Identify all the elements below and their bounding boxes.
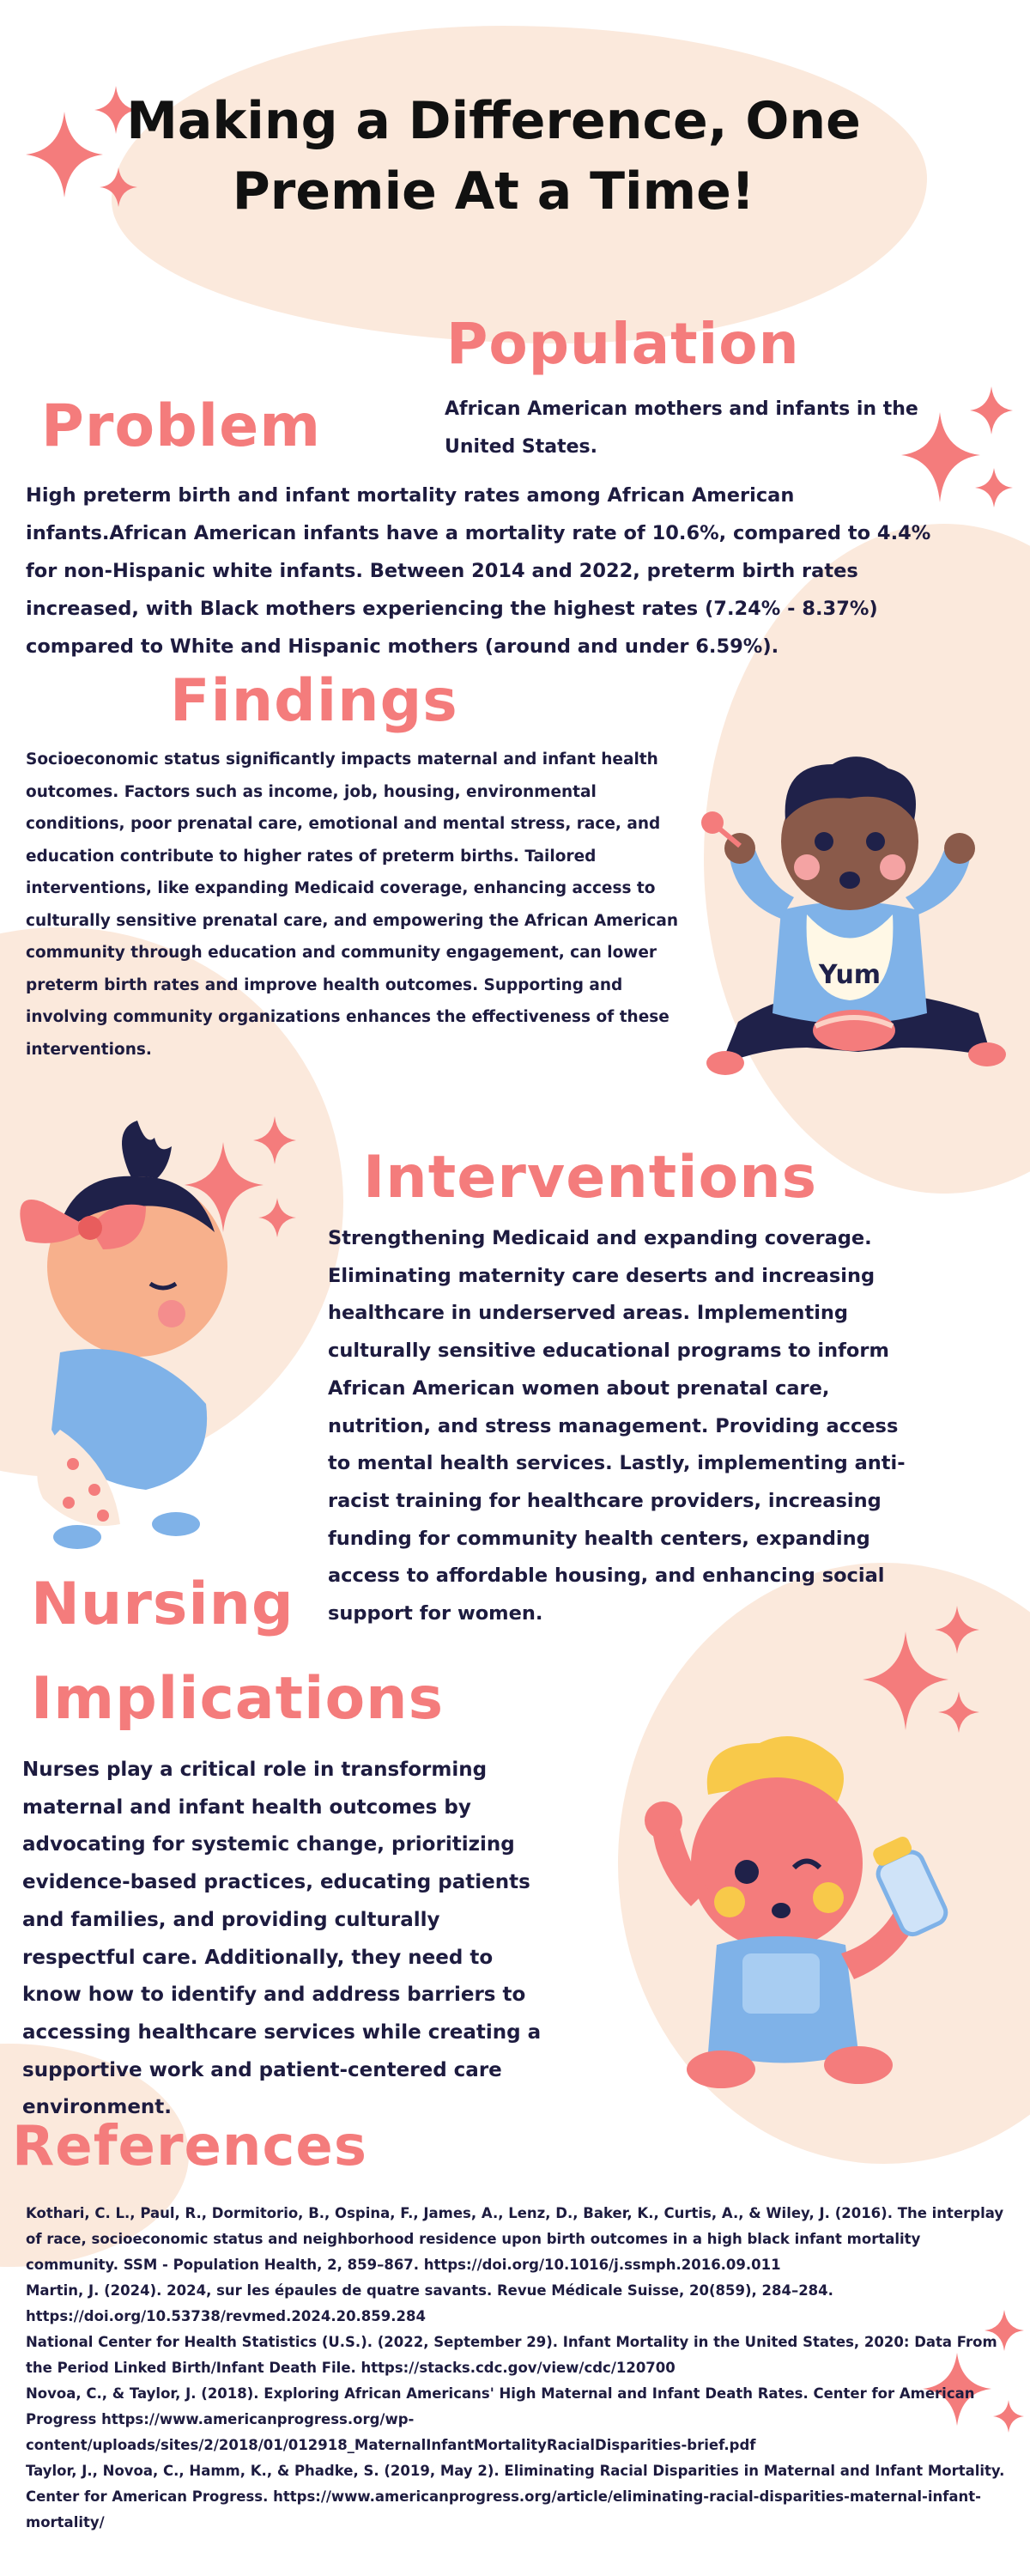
baby-foot bbox=[152, 1512, 200, 1536]
overall-bib bbox=[742, 1953, 820, 2014]
page-title: Making a Difference, One Premie At a Time! bbox=[126, 91, 861, 222]
hair-bow-knot bbox=[78, 1216, 102, 1240]
baby-mouth bbox=[839, 872, 860, 889]
baby-left-foot bbox=[687, 2050, 755, 2088]
interventions-text: Strengthening Medicaid and expanding coverage. Eliminating maternity care deserts and increasing healthcare in underserved areas. Implementing culturally sensitive educational programs to inform African American women about prenatal care, nutrition, and stress management. Providing access to mental health services. Lastly, implementing anti-racist training for healthcare providers, increasing funding for community health centers, expanding access to affordable housing, and enhancing social support for women. bbox=[328, 1227, 906, 1625]
baby-right-foot bbox=[968, 1042, 1006, 1066]
nursing-text: Nurses play a critical role in transforming maternal and infant health outcomes by advocating for systemic change, prioritizing evidence-based practices, educating patients and families, and providing culturally respectful care. Additionally, they need to know how to identify and address barriers to accessing healthcare services while creating a supportive work and patient-centered care environment. bbox=[22, 1759, 542, 2119]
reference-item: Novoa, C., & Taylor, J. (2018). Exploring African Americans' High Maternal and Infant Death Rates. Center for American Progress https://www.americanprogress.org/wp-content/uploads/sites/2/2018/01/012918_MaternalInfantMortalityRacialDisparities-brief.pdf bbox=[26, 2385, 975, 2453]
baby-left-foot bbox=[706, 1051, 744, 1075]
baby-head bbox=[691, 1777, 863, 1949]
interventions-heading: Interventions bbox=[363, 1144, 818, 1212]
baby-left-cheek bbox=[714, 1886, 745, 1917]
nursing-heading-line1: Nursing bbox=[31, 1571, 294, 1638]
baby-right-eye bbox=[866, 832, 885, 851]
baby-right-cheek bbox=[880, 854, 906, 880]
baby-left-cheek bbox=[794, 854, 820, 880]
baby-left-eye bbox=[815, 832, 833, 851]
population-heading: Population bbox=[446, 311, 800, 377]
findings-heading: Findings bbox=[170, 667, 458, 735]
reference-item: Martin, J. (2024). 2024, sur les épaules de quatre savants. Revue Médicale Suisse, 20(859), 284–284. https://doi.org/10.53738/revmed.2024.20.859.284 bbox=[26, 2282, 833, 2324]
baby-cheek bbox=[158, 1300, 185, 1327]
problem-text: High preterm birth and infant mortality rates among African American infants.African American infants have a mortality rate of 10.6%, compared to 4.4% for non-Hispanic white infants. Between 2014 and 2022, preterm birth rates increased, with Black mothers experiencing the highest rates (7.24% - 8.37%) compared to White and Hispanic mothers (around and under 6.59%). bbox=[26, 484, 931, 658]
sparkle-large bbox=[26, 112, 103, 197]
references-list bbox=[26, 2201, 1013, 2536]
baby-foot bbox=[53, 1525, 101, 1549]
baby-right-hand bbox=[944, 833, 975, 864]
baby-right-foot bbox=[824, 2046, 893, 2084]
population-text: African American mothers and infants in the United States. bbox=[445, 398, 918, 458]
reference-item: Kothari, C. L., Paul, R., Dormitorio, B., Ospina, F., James, A., Lenz, D., Baker, K., Curtis, A., & Wiley, J. (2016). The interplay of race, socioeconomic status and neighborhood residence upon birth outcomes in a high black infant mortality community. SSM - Population Health, 2, 859–867. https://doi.org/10.1016/j.ssmph.2016.09.011 bbox=[26, 2205, 1004, 2273]
nursing-heading-line2: Implications bbox=[31, 1665, 445, 1733]
baby-eating-illustration bbox=[687, 738, 1013, 1099]
baby-bottle-illustration bbox=[639, 1726, 948, 2112]
baby-left-hand bbox=[645, 1801, 682, 1839]
findings-text: Socioeconomic status significantly impacts maternal and infant health outcomes. Factors such as income, job, housing, environmental conditions, poor prenatal care, emotional and mental stress, race, and education contribute to higher rates of preterm births. Tailored interventions, like expanding Medicaid coverage, enhancing access to culturally sensitive prenatal care, and empowering the African American community through education and community engagement, can lower preterm birth rates and improve health outcomes. Supporting and involving community organizations enhances the effectiveness of these interventions. bbox=[26, 750, 679, 1059]
baby-right-cheek bbox=[813, 1882, 844, 1913]
references-heading: References bbox=[12, 2115, 367, 2178]
reference-item: National Center for Health Statistics (U.S.). (2022, September 29). Infant Mortality in the United States, 2020: Data From the Period Linked Birth/Infant Death File. https://stacks.cdc.gov/view/cdc/120700 bbox=[26, 2334, 997, 2376]
baby-mouth bbox=[772, 1903, 791, 1918]
baby-sleeping-illustration bbox=[9, 1121, 240, 1567]
bib-text: Yum bbox=[818, 960, 882, 990]
reference-item: Taylor, J., Novoa, C., Hamm, K., & Phadke, S. (2019, May 2). Eliminating Racial Disparities in Maternal and Infant Mortality. Center for American Progress. https://www.americanprogress.org/article/eliminating-racial-disparities-maternal-infant-mortality/ bbox=[26, 2463, 1005, 2530]
baby-left-eye bbox=[735, 1860, 759, 1884]
problem-heading: Problem bbox=[41, 392, 322, 460]
